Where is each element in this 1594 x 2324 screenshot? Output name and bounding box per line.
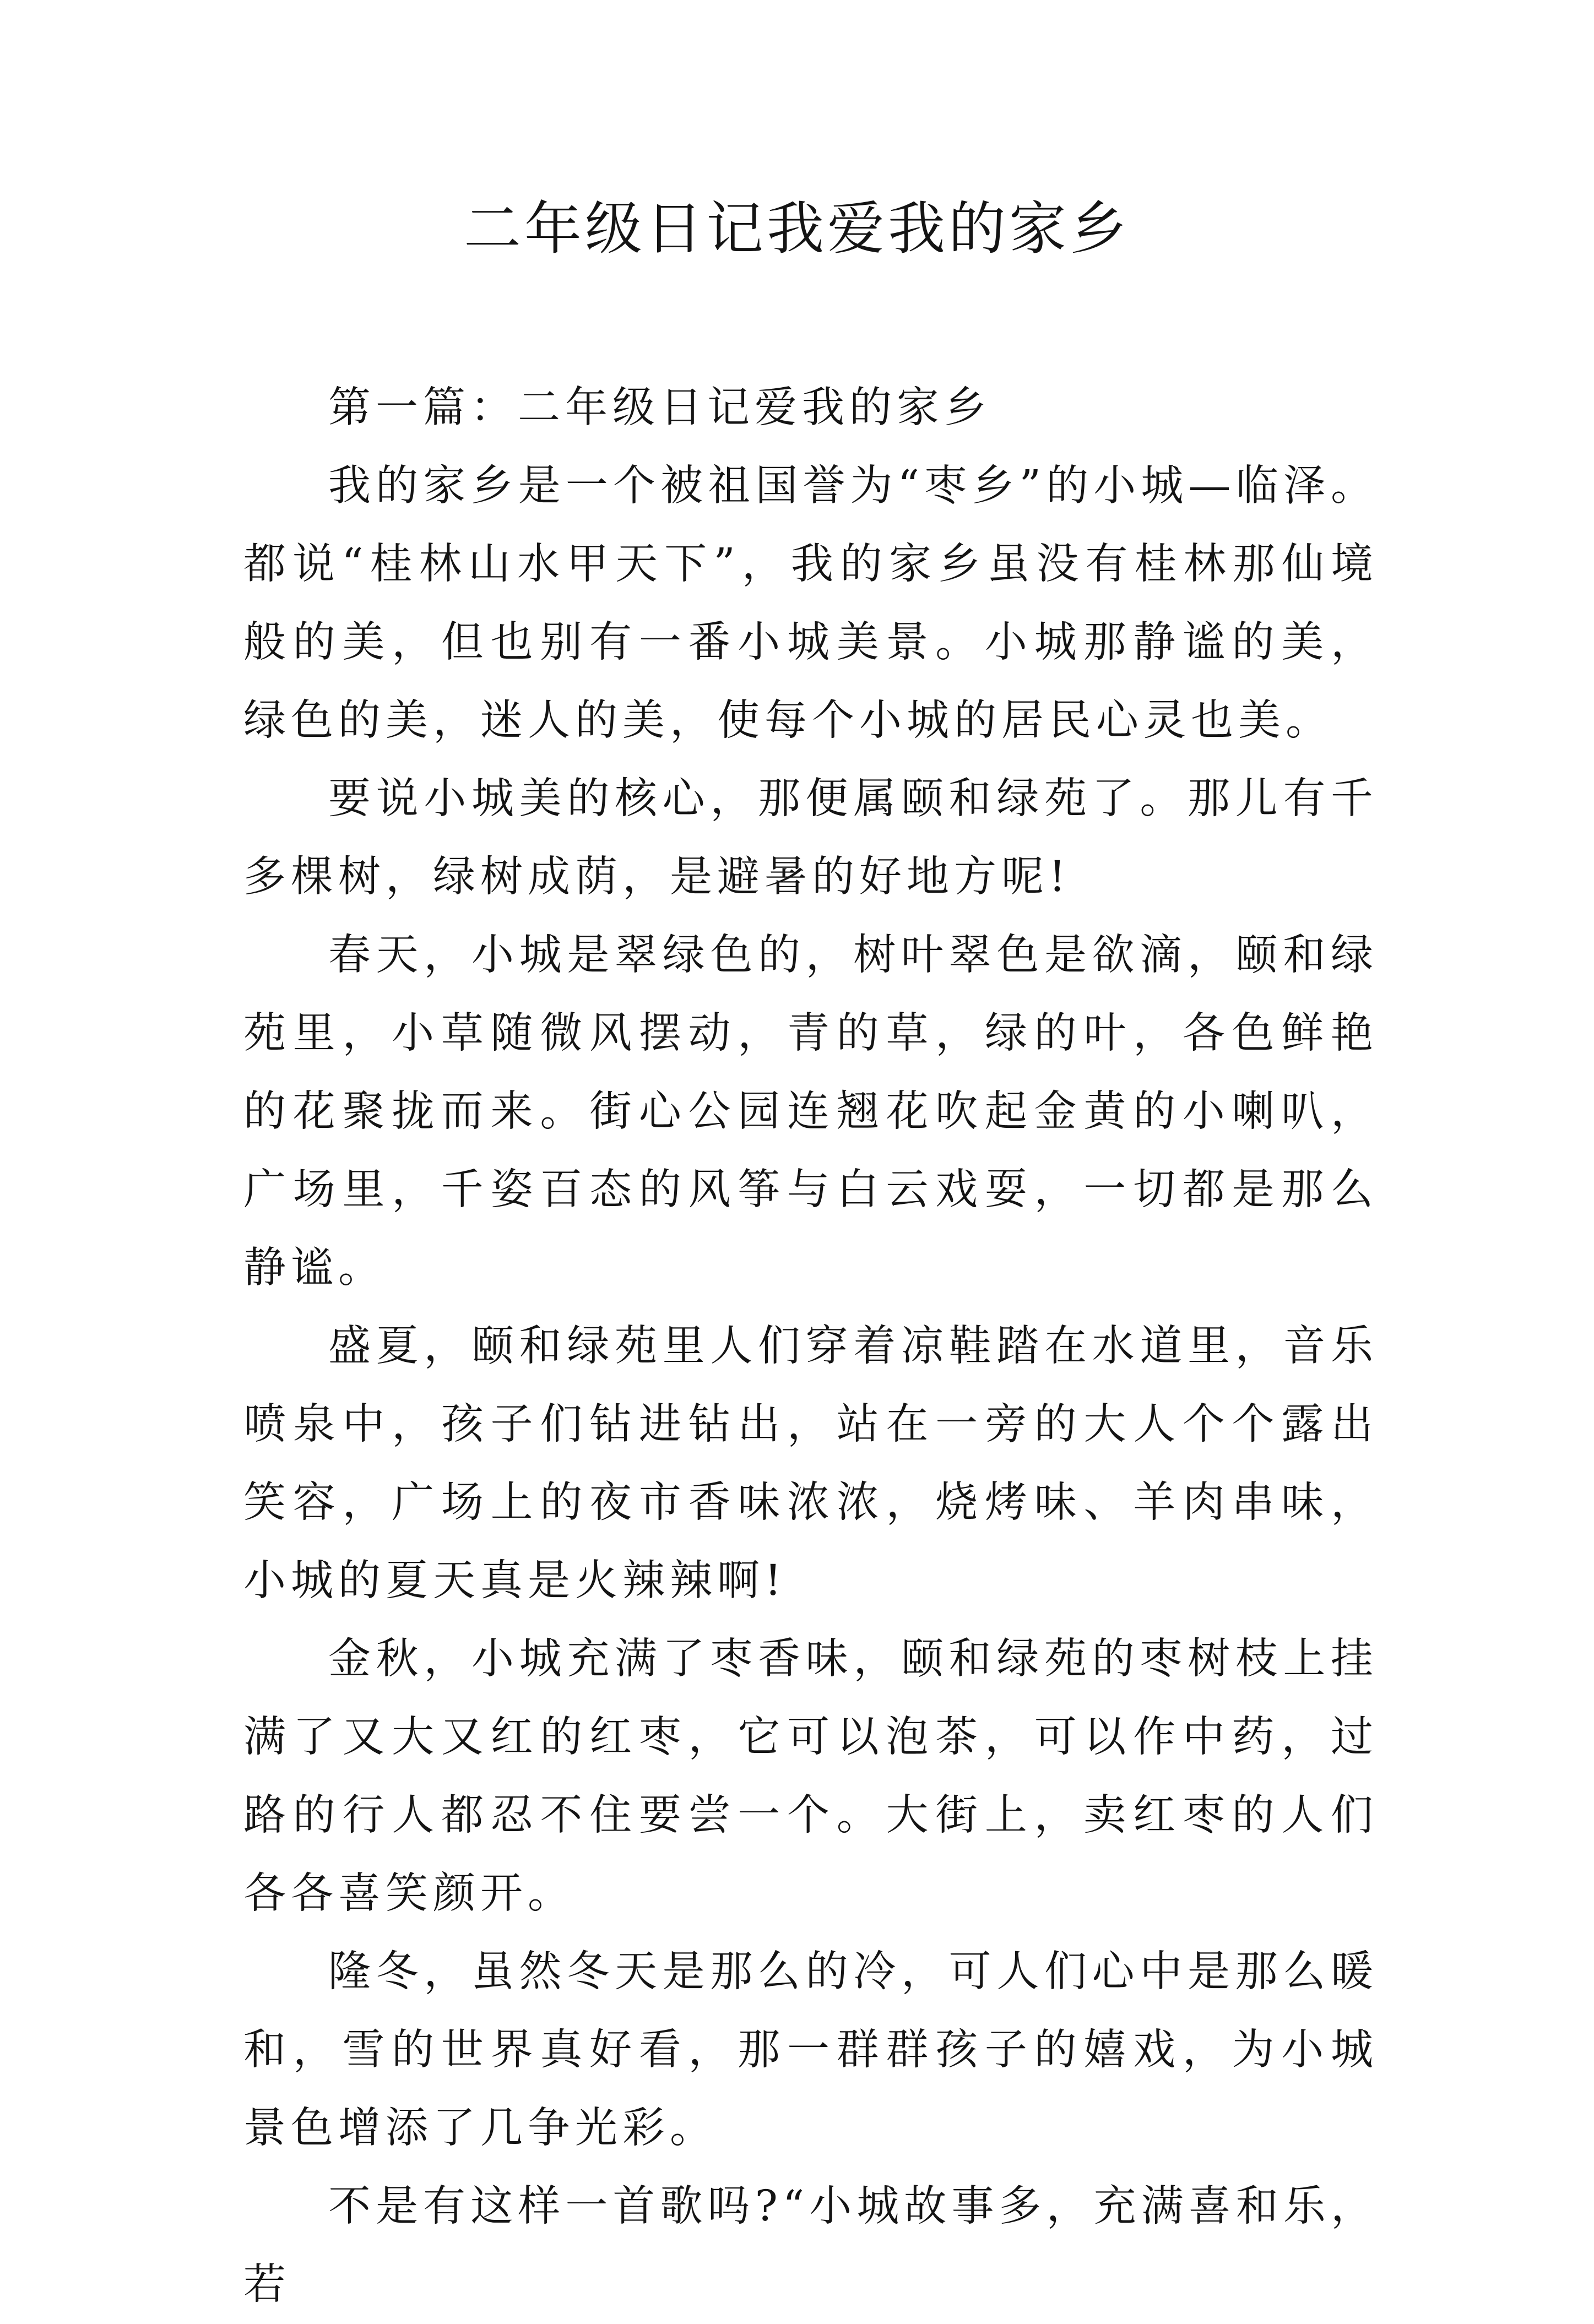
paragraph-spring: 春天，小城是翠绿色的，树叶翠色是欲滴，颐和绿苑里，小草随微风摆动，青的草，绿的叶，各色鲜艳的花聚拢而来。街心公园连翘花吹起金黄的小喇叭，广场里，千姿百态的风筝与白云戏耍，一切都是那么静谧。 bbox=[243, 931, 1378, 1293]
section-heading: 第一篇：二年级日记爱我的家乡 bbox=[328, 383, 991, 432]
paragraph-autumn: 金秋，小城充满了枣香味，颐和绿苑的枣树枝上挂满了又大又红的红枣，它可以泡茶，可以作中药，过路的行人都忍不住要尝一个。大街上，卖红枣的人们各各喜笑颜开。 bbox=[243, 1635, 1378, 1918]
paragraph-core: 要说小城美的核心，那便属颐和绿苑了。那儿有千多棵树，绿树成荫，是避暑的好地方呢! bbox=[243, 774, 1378, 902]
paragraph-winter: 隆冬，虽然冬天是那么的冷，可人们心中是那么暖和，雪的世界真好看，那一群群孩子的嬉戏，为小城景色增添了几争光彩。 bbox=[243, 1947, 1378, 2153]
document-body bbox=[243, 369, 1378, 2324]
paragraph-song: 不是有这样一首歌吗?“小城故事多，充满喜和乐，若 bbox=[243, 2182, 1378, 2309]
paragraph-intro: 我的家乡是一个被祖国誉为“枣乡”的小城—临泽。都说“桂林山水甲天下”，我的家乡虽没有桂林那仙境般的美，但也别有一番小城美景。小城那静谧的美，绿色的美，迷人的美，使每个小城的居民心灵也美。 bbox=[243, 461, 1378, 745]
document-title: 二年级日记我爱我的家乡 bbox=[463, 195, 1130, 262]
paragraph-summer: 盛夏，颐和绿苑里人们穿着凉鞋踏在水道里，音乐喷泉中，孩子们钻进钻出，站在一旁的大人个个露出笑容，广场上的夜市香味浓浓，烧烤味、羊肉串味，小城的夏天真是火辣辣啊! bbox=[243, 1322, 1378, 1605]
